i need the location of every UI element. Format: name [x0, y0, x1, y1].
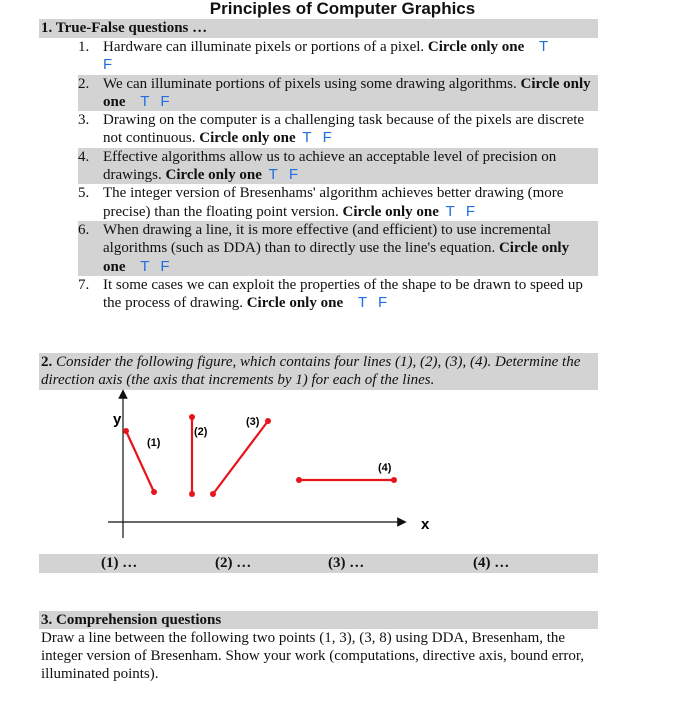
section2-text: Consider the following figure, which contains four lines (1), (2), (3), (4). Determine the direction axis (the axis that increments by 1) for each of the lines.	[41, 354, 581, 388]
false-option[interactable]: F	[288, 166, 298, 184]
true-option[interactable]: T	[140, 257, 150, 275]
line-1-label: (1)	[147, 437, 161, 449]
true-option[interactable]: T	[539, 38, 549, 55]
circle-instruction: Circle only one	[342, 203, 439, 220]
circle-instruction: Circle only one	[427, 39, 525, 55]
answer-line-1[interactable]: (1) …	[101, 555, 138, 571]
line-2-end-point	[189, 491, 195, 497]
circle-instruction: Circle only one	[103, 75, 591, 110]
line-4	[296, 462, 397, 483]
question-number: 2.	[78, 75, 90, 92]
false-option[interactable]: F	[160, 92, 170, 110]
circle-instruction: Circle only one	[165, 167, 262, 184]
question-text: Drawing on the computer is a challenging task because of the pixels are discrete not continuous.	[103, 112, 585, 147]
circle-instruction: Circle only one	[246, 295, 344, 312]
question-text: Hardware can illuminate pixels or portions of a pixel.	[103, 39, 425, 55]
circle-instruction: Circle only one	[103, 240, 570, 275]
question-number: 5.	[78, 185, 90, 202]
y-axis-label: y	[113, 411, 122, 428]
circle-instruction: Circle only one	[199, 130, 296, 147]
line-3-start-point	[210, 491, 216, 497]
question-text: Effective algorithms allow us to achieve an acceptable level of precision on drawings.	[103, 148, 557, 184]
line-2	[189, 414, 208, 497]
true-option[interactable]: T	[445, 202, 455, 220]
false-option[interactable]: F	[103, 56, 113, 74]
false-option[interactable]: F	[465, 202, 476, 220]
line-2-start-point	[189, 414, 195, 420]
answer-line-2[interactable]: (2) …	[215, 555, 252, 571]
false-option[interactable]: F	[322, 129, 332, 147]
line-4-start-point	[296, 477, 302, 483]
answer-line-3[interactable]: (3) …	[328, 555, 365, 571]
section3-body: Draw a line between the following two points (1, 3), (3, 8) using DDA, Bresenham, the integer version of Bresenham. Show your work (computations, directive axis, bound error, illuminated points).	[41, 630, 585, 682]
question-text: We can illuminate portions of pixels using some drawing algorithms.	[103, 75, 517, 92]
line-2-label: (2)	[194, 426, 208, 438]
true-option[interactable]: T	[302, 129, 312, 147]
question-text: It some cases we can exploit the properties of the shape to be drawn to speed up the process of drawing.	[103, 276, 583, 312]
section1-heading: 1. True-False questions …	[39, 19, 598, 38]
true-option[interactable]: T	[140, 92, 150, 110]
direction-axis-answer-row	[39, 554, 598, 573]
page-title: Principles of Computer Graphics	[209, 0, 476, 18]
question-number: 1.	[78, 39, 90, 55]
line-3-label: (3)	[246, 416, 260, 428]
line-3	[210, 416, 271, 497]
section2-number: 2.	[41, 354, 53, 370]
line-1	[123, 428, 161, 495]
line-4-label: (4)	[378, 462, 392, 474]
question-number: 4.	[78, 148, 90, 165]
line-3-segment	[213, 421, 268, 494]
x-axis-label: x	[421, 516, 430, 533]
false-option[interactable]: F	[160, 257, 170, 275]
section3-heading: 3. Comprehension questions	[39, 611, 598, 629]
line-4-end-point	[391, 477, 397, 483]
line-1-start-point	[123, 428, 129, 434]
true-option[interactable]: T	[357, 294, 368, 312]
line-1-end-point	[151, 489, 157, 495]
question-number: 6.	[78, 221, 90, 238]
question-number: 3.	[78, 112, 90, 129]
true-option[interactable]: T	[268, 166, 278, 184]
line-3-end-point	[265, 418, 271, 424]
false-option[interactable]: F	[378, 294, 388, 312]
question-text: When drawing a line, it is more effective (and efficient) to use incremental algorithms (such as DDA) than to directly use the line's equation.	[103, 221, 552, 257]
question-text: The integer version of Bresenhams' algorithm achieves better drawing (more precise) than the floating point version.	[103, 185, 564, 220]
answer-line-4[interactable]: (4) …	[473, 555, 510, 571]
question-number: 7.	[78, 276, 90, 293]
